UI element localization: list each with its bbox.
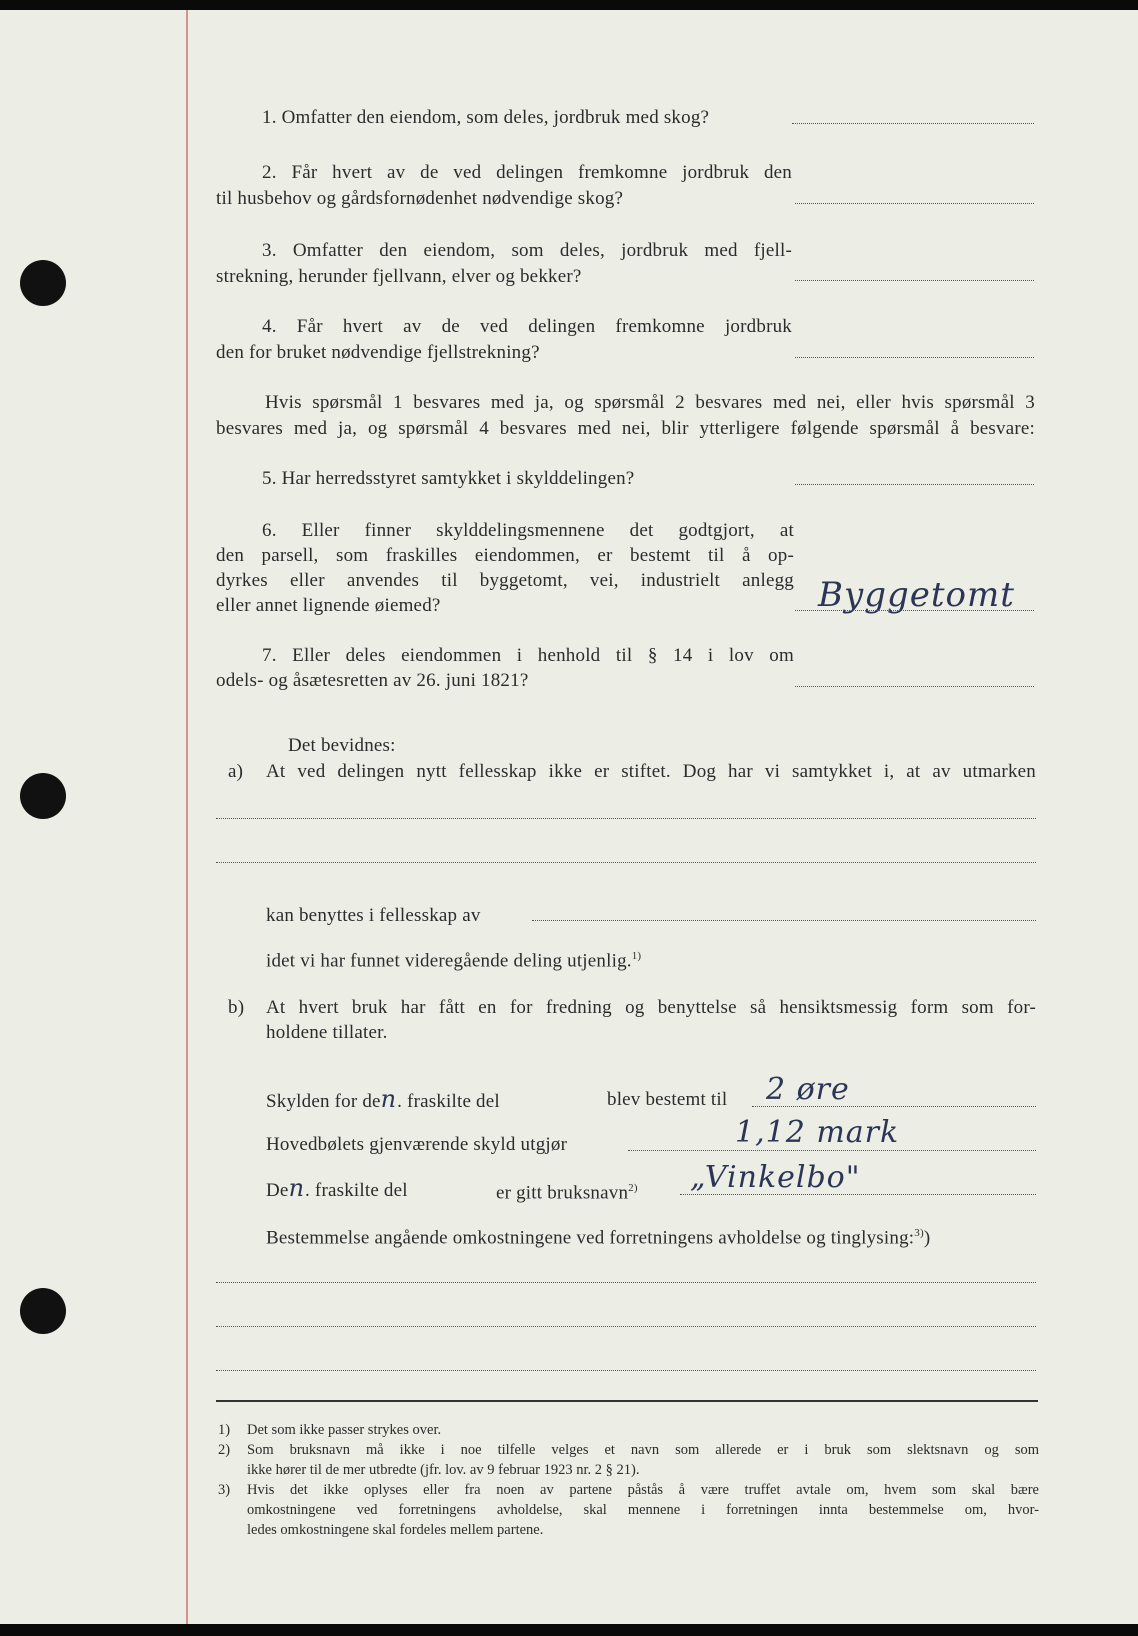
item-a-reason — [266, 944, 641, 973]
skyld-label-part-1: Skylden for de — [266, 1091, 381, 1112]
bruksnavn-line — [680, 1194, 1036, 1195]
item-a-text: At ved delingen nytt fellesskap ikke er stiftet. Dog har vi samtykket i, at av utmarken — [266, 761, 1036, 782]
blank-line — [216, 818, 1036, 819]
question-6-line-2: den parsell, som fraskilles eiendommen, er bestemt til å op- — [216, 545, 794, 566]
item-b-line-2: holdene tillater. — [266, 1022, 388, 1043]
punch-hole — [20, 260, 66, 306]
item-b-label: b) — [228, 997, 245, 1018]
shared-use-label: kan benyttes i fellesskap av — [266, 905, 481, 926]
name-label-part-3: er gitt bruksnavn — [496, 1182, 629, 1204]
question-7-line-1: 7. Eller deles eiendommen i henhold til § 14 i lov om — [262, 645, 794, 666]
punch-hole — [20, 1288, 66, 1334]
question-4-line-1: 4. Får hvert av de ved delingen fremkomne jordbruk — [262, 316, 792, 337]
footnote-3-mark: 3) — [218, 1482, 231, 1498]
shared-use-line — [532, 920, 1036, 921]
name-label-bruksnavn — [496, 1176, 638, 1205]
answer-line-q1 — [792, 123, 1034, 124]
footnote-3-line-3: ledes omkostningene skal fordeles mellem partene. — [247, 1522, 544, 1538]
cost-label-text: Bestemmelse angående omkostningene ved forretningens avholdelse og tinglysing: — [266, 1227, 915, 1249]
hovedbol-line — [628, 1150, 1036, 1151]
footnote-1-text: Det som ikke passer strykes over. — [247, 1422, 442, 1438]
name-label — [266, 1176, 408, 1203]
blank-line — [216, 1370, 1036, 1371]
item-a-label: a) — [228, 761, 244, 782]
hovedbol-value: 1,12 mark — [735, 1115, 900, 1150]
answer-line-q3 — [795, 280, 1034, 281]
footnote-3-line-2: omkostningene ved forretningens avholdelse, skal mennene i forretningen innta bestemmelse om, hvor- — [247, 1502, 1039, 1518]
skyld-value: 2 øre — [766, 1072, 850, 1107]
footnote-3-line-1: Hvis det ikke oplyses eller fra noen av partene påstås å være truffet avtale om, hvem som skal bære — [247, 1482, 1039, 1498]
footnote-2-line-2: ikke hører til de mer utbredte (jfr. lov. av 9 februar 1923 nr. 2 § 21). — [247, 1462, 640, 1478]
skyld-label-determined: blev bestemt til — [607, 1089, 728, 1110]
document-page — [0, 10, 1138, 1624]
item-b-line-1: At hvert bruk har fått en for fredning og benyttelse så hensiktsmessig form som for- — [266, 997, 1036, 1018]
punch-hole — [20, 773, 66, 819]
name-label-part-2: . fraskilte del — [305, 1180, 408, 1201]
question-6-line-3: dyrkes eller anvendes til byggetomt, vei, industrielt anlegg — [216, 570, 794, 591]
footnote-ref: 1) — [631, 950, 642, 962]
skyld-label-part-2: . fraskilte del — [397, 1091, 500, 1112]
answer-line-q2 — [795, 203, 1034, 204]
footnote-ref: 3) — [914, 1227, 924, 1239]
skyld-label — [266, 1087, 500, 1114]
certification-intro: Det bevidnes: — [288, 735, 396, 756]
question-1: 1. Omfatter den eiendom, som deles, jordbruk med skog? — [262, 107, 710, 128]
footnote-ref: 2) — [628, 1182, 638, 1194]
question-7-line-2: odels- og åsætesretten av 26. juni 1821? — [216, 670, 529, 691]
cost-label-paren: ) — [923, 1227, 931, 1249]
question-6-line-4: eller annet lignende øiemed? — [216, 595, 441, 616]
item-a-reason-text: idet vi har funnet videregående deling utjenlig. — [266, 950, 632, 972]
question-3-line-1: 3. Omfatter den eiendom, som deles, jordbruk med fjell- — [262, 240, 792, 261]
conditional-line-2: besvares med ja, og spørsmål 4 besvares med nei, blir ytterligere følgende spørsmål å besvare: — [216, 418, 1035, 439]
answer-line-q5 — [795, 484, 1034, 485]
footnote-1-mark: 1) — [218, 1422, 231, 1438]
question-2-line-1: 2. Får hvert av de ved delingen fremkomne jordbruk den — [262, 162, 792, 183]
blank-line — [216, 1282, 1036, 1283]
question-2-line-2: til husbehov og gårdsfornødenhet nødvendige skog? — [216, 188, 624, 209]
handwritten-n: n — [380, 1085, 398, 1113]
answer-line-q4 — [795, 357, 1034, 358]
question-4-line-2: den for bruket nødvendige fjellstrekning? — [216, 342, 540, 363]
footnote-divider — [216, 1400, 1038, 1402]
footnote-2-mark: 2) — [218, 1442, 231, 1458]
blank-line — [216, 862, 1036, 863]
cost-label — [266, 1221, 930, 1250]
answer-line-q6 — [795, 610, 1034, 611]
skyld-line — [752, 1106, 1036, 1107]
bruksnavn-value: „Vinkelbo" — [690, 1160, 861, 1195]
handwritten-answer-q6: Byggetomt — [818, 575, 1015, 615]
question-3-line-2: strekning, herunder fjellvann, elver og bekker? — [216, 266, 582, 287]
margin-line — [186, 10, 188, 1624]
footnote-2-line-1: Som bruksnavn må ikke i noe tilfelle velges et navn som allerede er i bruk som slektsnavn og som — [247, 1442, 1039, 1458]
answer-line-q7 — [795, 686, 1034, 687]
handwritten-n: n — [288, 1174, 306, 1202]
hovedbol-label: Hovedbølets gjenværende skyld utgjør — [266, 1134, 568, 1155]
conditional-line-1: Hvis spørsmål 1 besvares med ja, og spørsmål 2 besvares med nei, eller hvis spørsmål 3 — [265, 392, 1035, 413]
question-5: 5. Har herredsstyret samtykket i skylddelingen? — [262, 468, 635, 489]
blank-line — [216, 1326, 1036, 1327]
question-6-line-1: 6. Eller finner skylddelingsmennene det godtgjort, at — [262, 520, 794, 541]
name-label-part-1: De — [266, 1180, 289, 1201]
